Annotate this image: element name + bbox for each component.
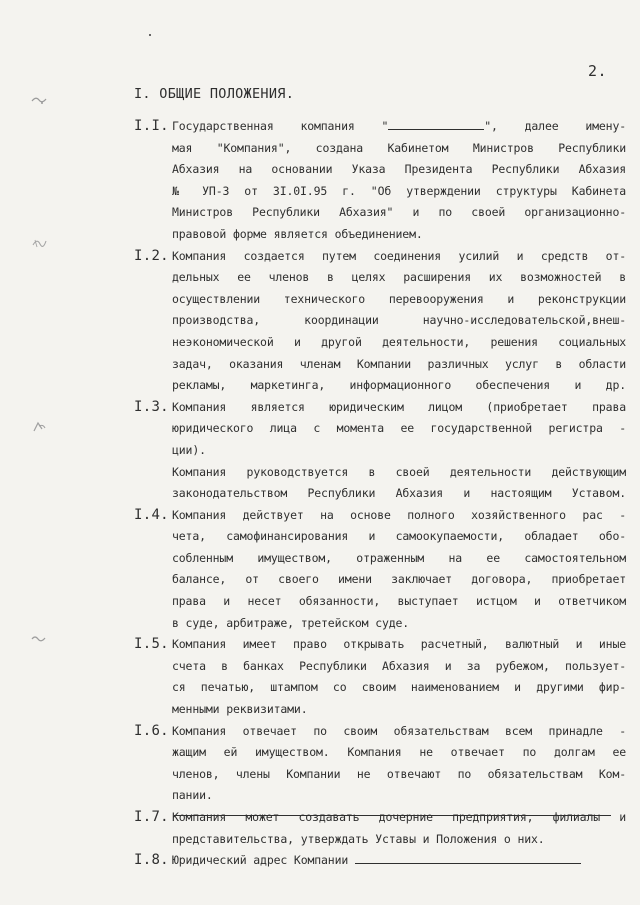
clause	[134, 116, 626, 246]
clause-text	[172, 634, 626, 720]
clause-number: I.3.	[134, 398, 169, 415]
binding-hole-mark-icon	[30, 420, 48, 434]
clause	[134, 721, 626, 807]
clause	[134, 397, 626, 505]
clause-number: I.7.	[134, 809, 169, 825]
clause-line: Компания может создавать дочерние предприятия, филиалы и	[172, 810, 626, 824]
clause-line: Компания создается путем соединения усилий и средств от-	[172, 248, 626, 263]
clause-line: задач, оказания членам Компании различных услуг в области	[172, 356, 626, 371]
legal-address-blank	[355, 851, 581, 864]
clause-line: жащим ей имуществом. Компания не отвечает по долгам ее	[172, 745, 626, 760]
clause-line: представительства, утверждать Уставы и Положения о них.	[172, 831, 545, 846]
clause-line: Компания руководствуется в своей деятельности действующим	[172, 464, 626, 479]
clause-line: законодательством Республики Абхазия и настоящим Уставом.	[172, 486, 626, 501]
clause-line: правовой форме является объединением.	[172, 226, 423, 241]
binding-hole-mark-icon	[30, 93, 48, 107]
clause-line: дельных ее членов в целях расширения их возможностей в	[172, 270, 626, 285]
clause-line: неэкономической и другой деятельности, решения социальных	[172, 334, 626, 349]
clause-line: Компания имеет право открывать расчетный, валютный и иные	[172, 637, 626, 652]
clause-line: ся печатью, штампом со своим наименованием и другими фир-	[172, 680, 626, 695]
clause-line: менными реквизитами.	[172, 702, 308, 717]
clause-text	[172, 116, 626, 246]
clause-line: № УП-3 от 3I.0I.95 г. "Об утверждении структуры Кабинета	[172, 183, 626, 198]
paper-speck	[149, 34, 151, 36]
binding-hole-mark-icon	[30, 632, 48, 646]
clause-text	[172, 850, 626, 872]
clause-number: I.6.	[134, 722, 169, 739]
page-number: 2.	[588, 62, 608, 80]
clause-line	[172, 850, 626, 872]
clause-line: в суде, арбитраже, третейском суде.	[172, 615, 410, 630]
clause	[134, 505, 626, 635]
clause-text	[172, 246, 626, 397]
clause-line: Компания является юридическим лицом (приобретает права	[172, 399, 626, 414]
clause-line: счета в банках Республики Абхазия и за рубежом, пользует-	[172, 658, 626, 673]
clause-line: членов, члены Компании не отвечают по обязательствам Ком-	[172, 766, 626, 781]
clause-number: I.4.	[134, 506, 169, 523]
clause-number: I.I.	[134, 118, 169, 134]
clause-line: балансе, от своего имени заключает договора, приобретает	[172, 572, 626, 587]
clause-line: пании.	[172, 788, 213, 803]
clause-line-segment: Государственная компания "	[172, 119, 389, 133]
clause-number: I.2.	[134, 247, 169, 264]
clause-line: Министров Республики Абхазия" и по своей организационно-	[172, 205, 626, 220]
section-heading: I. ОБЩИЕ ПОЛОЖЕНИЯ.	[134, 86, 295, 102]
clause-text	[172, 721, 626, 807]
clause-text	[172, 397, 626, 505]
clause	[134, 246, 626, 397]
clause-line: рекламы, маркетинга, информационного обеспечения и др.	[172, 378, 626, 393]
clause-line: производства, координации научно-исследовательской,внеш-	[172, 313, 626, 328]
clause-number: I.8.	[134, 852, 169, 869]
clause-line: мая "Компания", создана Кабинетом Министров Республики	[172, 140, 626, 155]
clause-line-segment: ", далее имену-	[484, 119, 626, 133]
clause-line: собленным имуществом, отраженным на ее самостоятельном	[172, 550, 626, 565]
clause-line: Компания отвечает по своим обязательствам всем принадле -	[172, 723, 626, 738]
clause-line: юридического лица с момента ее государственной регистра -	[172, 421, 626, 436]
binding-hole-mark-icon	[30, 236, 48, 250]
clause-line: Компания действует на основе полного хозяйственного рас -	[172, 507, 626, 522]
clause-text	[172, 505, 626, 635]
clause-line: ции).	[172, 442, 206, 457]
clause-list	[134, 116, 626, 872]
clause-line	[172, 116, 626, 138]
clause-line: осуществлении технического перевооружения и реконструкции	[172, 291, 626, 306]
clause-line: чета, самофинансирования и самоокупаемости, обладает обо-	[172, 529, 626, 544]
clause-number: I.5.	[134, 636, 169, 653]
legal-address-blank-continuation	[174, 814, 611, 816]
clause	[134, 850, 626, 872]
clause-line: Абхазия на основании Указа Президента Республики Абхазия	[172, 162, 626, 177]
clause	[134, 634, 626, 720]
clause-line: права и несет обязанности, выступает истцом и ответчиком	[172, 594, 626, 609]
company-name-blank	[388, 119, 484, 130]
clause-line-segment: Юридический адрес Компании	[172, 853, 349, 868]
